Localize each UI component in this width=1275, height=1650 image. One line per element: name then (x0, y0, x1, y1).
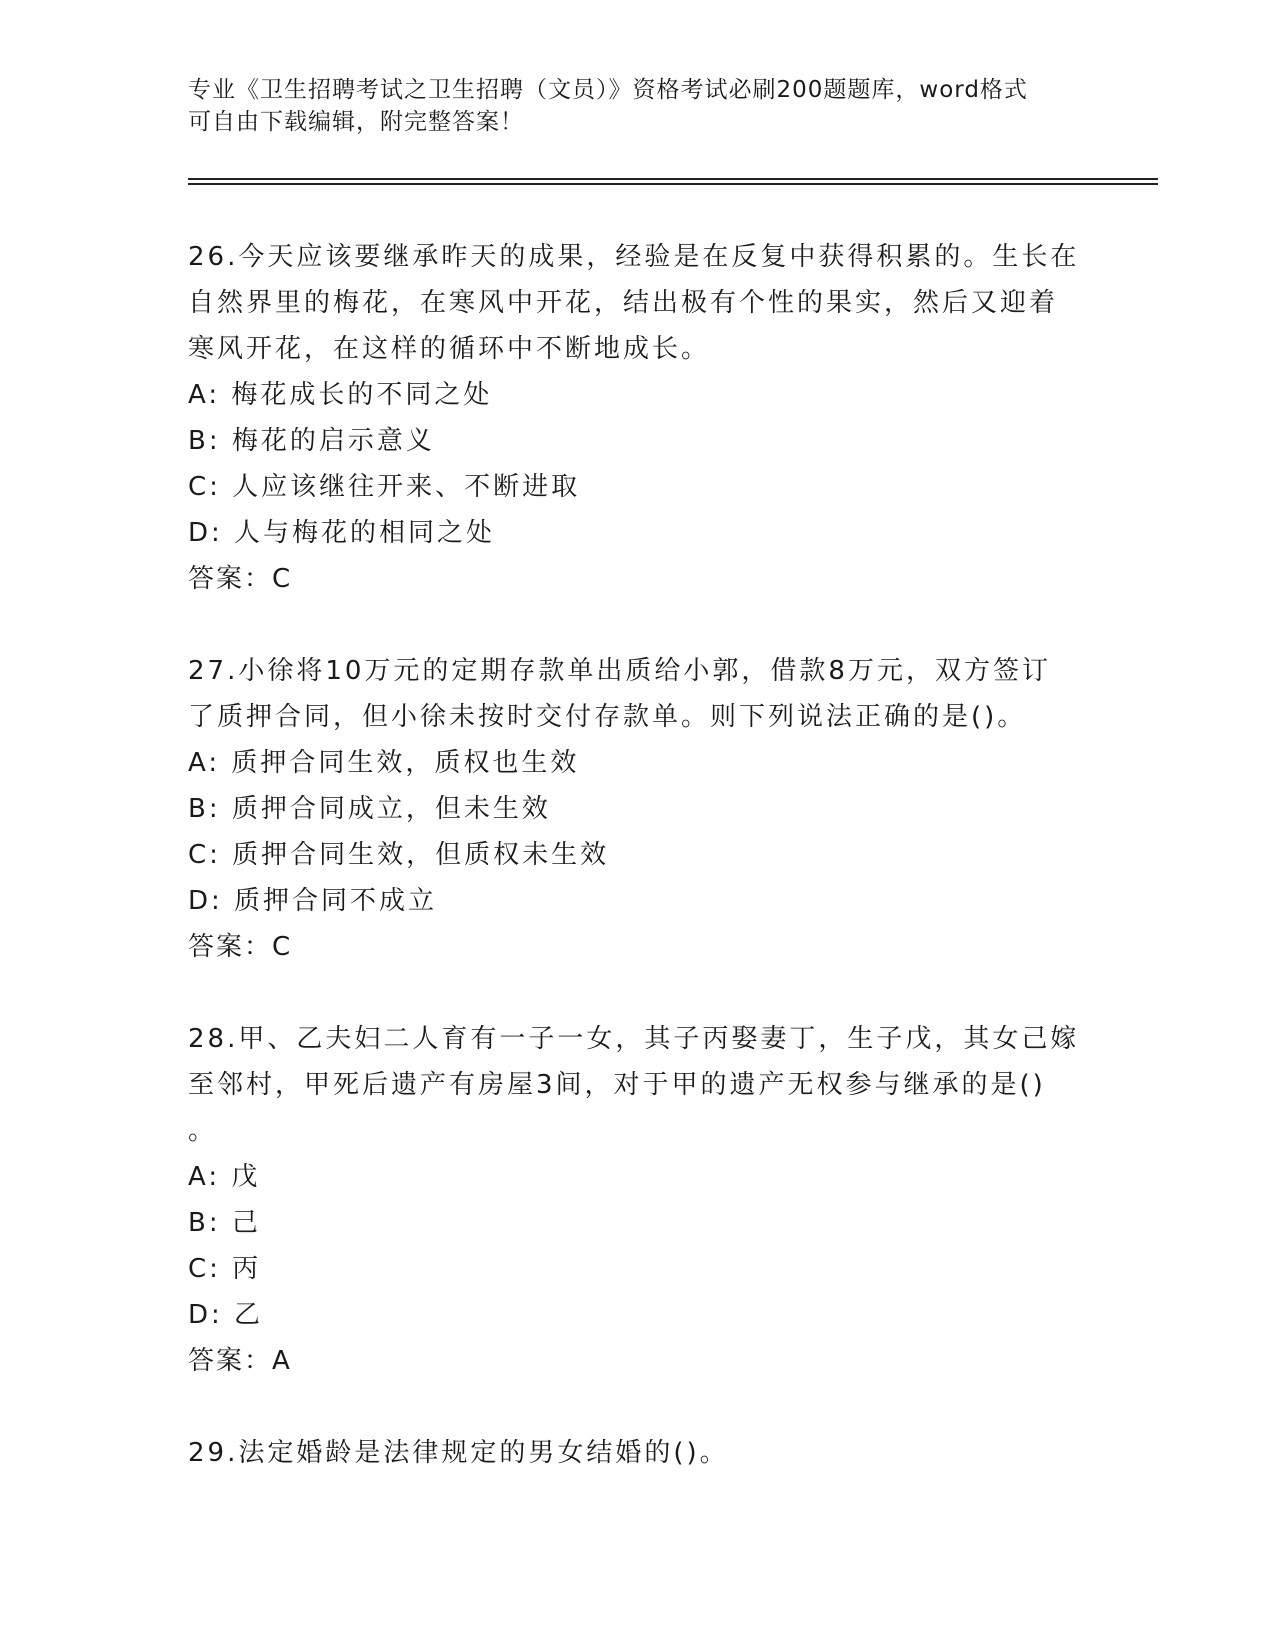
question-list (188, 234, 1088, 1522)
header-line-2: 可自由下载编辑，附完整答案！ (188, 109, 524, 135)
question-27 (188, 648, 1088, 970)
question-text: 26.今天应该要继承昨天的成果，经验是在反复中获得积累的。生长在 自然界里的梅花，在寒风中开花，结出极有个性的果实，然后又迎着 寒风开花，在这样的循环中不断地成长。 (188, 242, 1080, 364)
answer: 答案：C (188, 932, 293, 962)
option-d: D: 乙 (188, 1300, 264, 1330)
header-line-1: 专业《卫生招聘考试之卫生招聘（文员）》资格考试必刷200题题库，word格式 (188, 77, 1028, 103)
answer: 答案：C (188, 564, 293, 594)
question-29 (188, 1430, 1088, 1476)
option-b: B: 质押合同成立，但未生效 (188, 794, 551, 824)
option-d: D: 质押合同不成立 (188, 886, 438, 916)
question-text: 29.法定婚龄是法律规定的男女结婚的()。 (188, 1438, 729, 1468)
option-d: D: 人与梅花的相同之处 (188, 518, 496, 548)
question-text: 28.甲、乙夫妇二人育有一子一女，其子丙娶妻丁，生子戊，其女己嫁 至邻村，甲死后遗产有房屋3间，对于甲的遗产无权参与继承的是() 。 (188, 1024, 1080, 1146)
option-c: C: 人应该继往开来、不断进取 (188, 472, 581, 502)
option-c: C: 丙 (188, 1254, 262, 1284)
answer: 答案：A (188, 1346, 292, 1376)
option-c: C: 质押合同生效，但质权未生效 (188, 840, 610, 870)
header-divider (188, 178, 1158, 185)
option-b: B: 梅花的启示意义 (188, 426, 435, 456)
question-26 (188, 234, 1088, 602)
option-b: B: 己 (188, 1208, 261, 1238)
option-a: A: 戊 (188, 1162, 261, 1192)
option-a: A: 质押合同生效，质权也生效 (188, 748, 580, 778)
question-28 (188, 1016, 1088, 1384)
question-text: 27.小徐将10万元的定期存款单出质给小郭，借款8万元，双方签订 了质押合同，但小徐未按时交付存款单。则下列说法正确的是()。 (188, 656, 1051, 732)
document-header (188, 74, 1088, 138)
option-a: A: 梅花成长的不同之处 (188, 380, 493, 410)
